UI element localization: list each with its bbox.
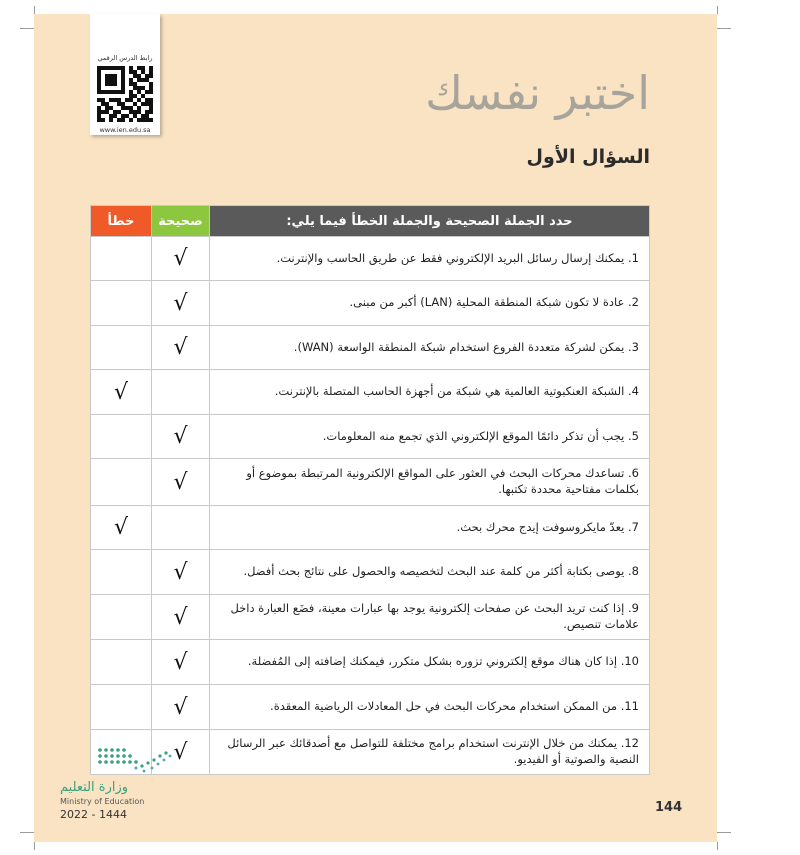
true-check-cell[interactable]: √	[152, 550, 210, 595]
statement-text: 9. إذا كنت تريد البحث عن صفحات إلكترونية يوجد بها عبارات معينة، فضَع العبارة داخل علامات تنصيص.	[210, 595, 650, 640]
crop-mark	[717, 6, 718, 14]
crop-mark	[20, 832, 34, 833]
statement-text: 6. تساعدك محركات البحث في العثور على المواقع الإلكترونية المرتبطة بموضوع أو بكلمات مفتاحية محددة تكتبها.	[210, 459, 650, 506]
table-row	[91, 685, 650, 730]
true-false-table	[90, 205, 650, 775]
table-row	[91, 415, 650, 459]
digital-lesson-link[interactable]	[90, 14, 160, 135]
false-check-cell[interactable]	[91, 415, 152, 459]
statement-text: 2. عادة لا تكون شبكة المنطقة المحلية (LAN) أكبر من مبنى.	[210, 281, 650, 326]
true-check-cell[interactable]: √	[152, 281, 210, 326]
ministry-name-arabic: وزارة التعليم	[60, 780, 129, 795]
crop-mark	[717, 842, 718, 850]
header-true: صحيحة	[152, 206, 210, 237]
crop-mark	[20, 28, 34, 29]
header-false: خطأ	[91, 206, 152, 237]
true-check-cell[interactable]: √	[152, 595, 210, 640]
ministry-name-english: Ministry of Education	[60, 797, 145, 806]
qr-url[interactable]: www.ien.edu.sa	[99, 126, 151, 134]
qr-label: رابط الدرس الرقمي	[97, 54, 153, 62]
false-check-cell[interactable]	[91, 550, 152, 595]
false-check-cell[interactable]: √	[91, 506, 152, 550]
crop-mark	[34, 842, 35, 850]
true-check-cell[interactable]: √	[152, 730, 210, 775]
false-check-cell[interactable]	[91, 237, 152, 281]
false-check-cell[interactable]	[91, 459, 152, 506]
statement-text: 8. يوصى بكتابة أكثر من كلمة عند البحث لتخصيصه والحصول على نتائج بحث أفضل.	[210, 550, 650, 595]
true-check-cell[interactable]: √	[152, 326, 210, 370]
crop-mark	[34, 6, 35, 14]
qr-module	[149, 118, 153, 122]
header-statement: حدد الجملة الصحيحة والجملة الخطأ فيما يلي:	[210, 206, 650, 237]
statement-text: 7. يعدّ مايكروسوفت إيدج محرك بحث.	[210, 506, 650, 550]
true-check-cell[interactable]: √	[152, 237, 210, 281]
true-check-cell[interactable]	[152, 506, 210, 550]
statement-text: 4. الشبكة العنكبوتية العالمية هي شبكة من أجهزة الحاسب المتصلة بالإنترنت.	[210, 370, 650, 415]
table-row	[91, 370, 650, 415]
table-row	[91, 459, 650, 506]
table-row	[91, 640, 650, 685]
true-check-cell[interactable]: √	[152, 640, 210, 685]
false-check-cell[interactable]	[91, 595, 152, 640]
qr-code-icon[interactable]	[97, 66, 153, 122]
statement-text: 12. يمكنك من خلال الإنترنت استخدام برامج مختلفة للتواصل مع أصدقائك عبر الرسائل النصية والصوتية أو الفيديو.	[210, 730, 650, 775]
statement-text: 5. يجب أن تذكر دائمًا الموقع الإلكتروني الذي تجمع منه المعلومات.	[210, 415, 650, 459]
statement-text: 1. يمكنك إرسال رسائل البريد الإلكتروني فقط عن طريق الحاسب والإنترنت.	[210, 237, 650, 281]
false-check-cell[interactable]	[91, 281, 152, 326]
false-check-cell[interactable]	[91, 326, 152, 370]
table-row	[91, 595, 650, 640]
table-row	[91, 550, 650, 595]
page-title: اختبر نفسك	[425, 66, 650, 120]
edition-year: 2022 - 1444	[60, 808, 127, 821]
statement-text: 11. من الممكن استخدام محركات البحث في حل المعادلات الرياضية المعقدة.	[210, 685, 650, 730]
ministry-logo-icon	[96, 744, 176, 774]
table-row	[91, 326, 650, 370]
table-header-row	[91, 206, 650, 237]
statement-text: 10. إذا كان هناك موقع إلكتروني تزوره بشكل متكرر، فيمكنك إضافته إلى المُفضلة.	[210, 640, 650, 685]
table-row	[91, 281, 650, 326]
question-title: السؤال الأول	[526, 146, 650, 168]
true-check-cell[interactable]	[152, 370, 210, 415]
false-check-cell[interactable]: √	[91, 370, 152, 415]
page-number: 144	[655, 800, 683, 815]
true-check-cell[interactable]: √	[152, 415, 210, 459]
true-check-cell[interactable]: √	[152, 685, 210, 730]
statement-text: 3. يمكن لشركة متعددة الفروع استخدام شبكة المنطقة الواسعة (WAN).	[210, 326, 650, 370]
table-row	[91, 237, 650, 281]
false-check-cell[interactable]	[91, 640, 152, 685]
crop-mark	[717, 832, 731, 833]
table-row	[91, 506, 650, 550]
false-check-cell[interactable]	[91, 685, 152, 730]
true-check-cell[interactable]: √	[152, 459, 210, 506]
crop-mark	[717, 28, 731, 29]
